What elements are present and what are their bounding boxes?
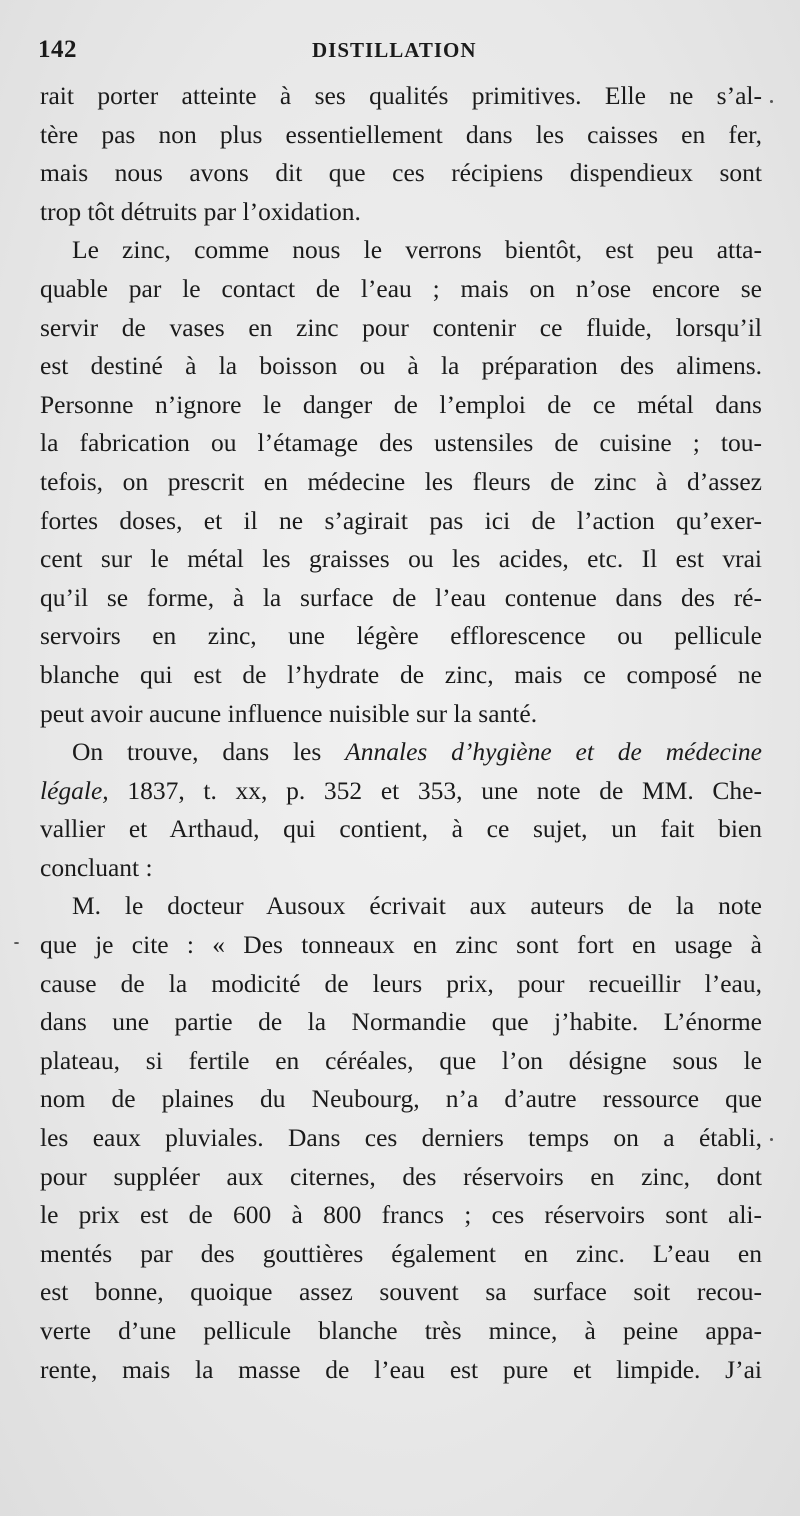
text-line: mentés par des gouttières également en zinc. L’eau en [40, 1238, 762, 1268]
text-line: est destiné à la boisson ou à la préparation des alimens. [40, 351, 762, 381]
text-line: rente, mais la masse de l’eau est pure et limpide. J’ai [40, 1354, 762, 1384]
italic-citation: légale, [40, 775, 109, 805]
text-line: blanche qui est de l’hydrate de zinc, mais ce composé ne [40, 659, 762, 689]
page-header [38, 36, 754, 70]
text-line: servoirs en zinc, une légère efflorescence ou pellicule [40, 621, 762, 651]
text-line: que je cite : « Des tonneaux en zinc sont fort en usage à [40, 930, 762, 960]
text-segment: On trouve, dans les [72, 737, 346, 767]
text-line: tefois, on prescrit en médecine les fleurs de zinc à d’assez [40, 466, 762, 496]
italic-citation: Annales d’hygiène et de médecine [345, 737, 762, 767]
text-line: Le zinc, comme nous le verrons bientôt, est peu atta- [72, 235, 762, 265]
text-line: plateau, si fertile en céréales, que l’on désigne sous le [40, 1045, 762, 1075]
body-text [40, 77, 762, 1389]
text-line: quable par le contact de l’eau ; mais on n’ose encore se [40, 273, 762, 303]
text-line: les eaux pluviales. Dans ces derniers temps on a établi, [40, 1123, 762, 1153]
text-line: la fabrication ou l’étamage des ustensiles de cuisine ; tou- [40, 428, 762, 458]
text-line: trop tôt détruits par l’oxidation. [40, 196, 361, 226]
text-line: nom de plaines du Neubourg, n’a d’autre ressource que [40, 1084, 762, 1114]
running-title: DISTILLATION [312, 38, 477, 62]
text-line: cent sur le métal les graisses ou les acides, etc. Il est vrai [40, 544, 762, 574]
text-line: pour suppléer aux citernes, des réservoirs en zinc, dont [40, 1161, 762, 1191]
page-number: 142 [38, 36, 77, 63]
text-line: cause de la modicité de leurs prix, pour recueillir l’eau, [40, 968, 762, 998]
text-segment: 1837, t. xx, p. 352 et 353, une note de MM. Che- [108, 775, 762, 805]
text-line: mais nous avons dit que ces récipiens dispendieux sont [40, 158, 762, 188]
text-line: vallier et Arthaud, qui contient, à ce sujet, un fait bien [40, 814, 762, 844]
ink-speck [770, 1138, 773, 1141]
text-line: concluant : [40, 852, 153, 882]
ink-speck [770, 100, 773, 103]
text-line [40, 772, 762, 811]
text-line [40, 733, 762, 772]
text-line: M. le docteur Ausoux écrivait aux auteurs de la note [72, 891, 762, 921]
text-line: tère pas non plus essentiellement dans les caisses en fer, [40, 119, 762, 149]
text-line: Personne n’ignore le danger de l’emploi de ce métal dans [40, 389, 762, 419]
text-line: fortes doses, et il ne s’agirait pas ici de l’action qu’exer- [40, 505, 762, 535]
text-line: peut avoir aucune influence nuisible sur la santé. [40, 698, 538, 728]
ink-speck [14, 942, 19, 944]
text-line: dans une partie de la Normandie que j’habite. L’énorme [40, 1007, 762, 1037]
text-line: est bonne, quoique assez souvent sa surface soit recou- [40, 1277, 762, 1307]
text-line: servir de vases en zinc pour contenir ce fluide, lorsqu’il [40, 312, 762, 342]
text-line: verte d’une pellicule blanche très mince, à peine appa- [40, 1316, 762, 1345]
text-line: le prix est de 600 à 800 francs ; ces réservoirs sont ali- [40, 1200, 762, 1230]
text-line: qu’il se forme, à la surface de l’eau contenue dans des ré- [40, 582, 762, 612]
text-line: rait porter atteinte à ses qualités primitives. Elle ne s’al- [40, 81, 762, 110]
